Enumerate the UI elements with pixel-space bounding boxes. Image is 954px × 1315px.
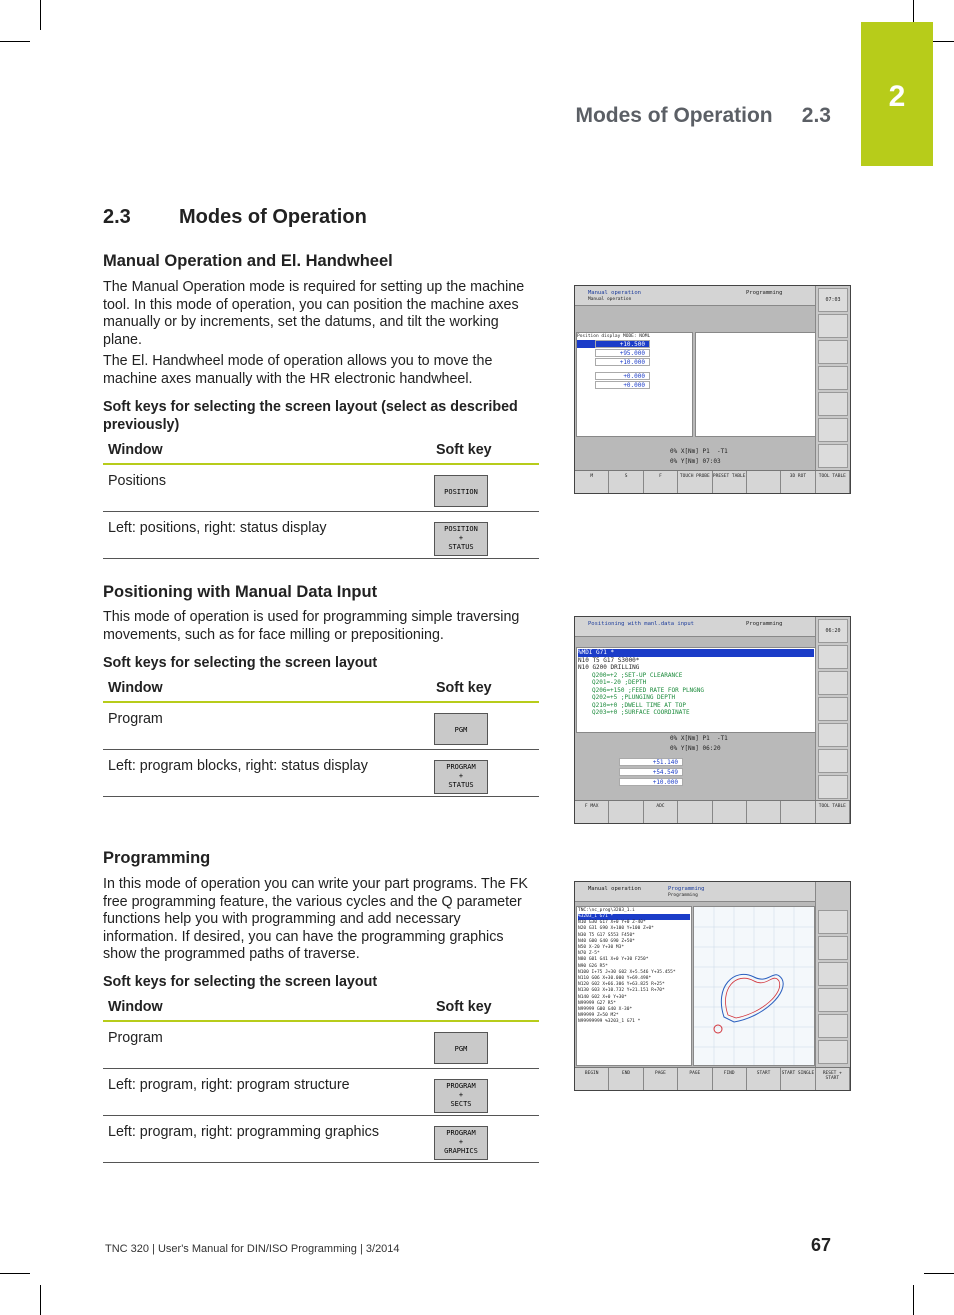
footer: TNC 320 | User's Manual for DIN/ISO Programming | 3/2014 <box>105 1243 400 1255</box>
screen-header <box>575 286 850 306</box>
program-path: TNC:\nc_prog\3203_1.i <box>578 908 635 913</box>
mode-sublabel: Programming <box>668 893 698 898</box>
clock: 06:20 <box>818 619 848 643</box>
side-softkey[interactable] <box>818 988 848 1012</box>
cycle-param <box>578 694 814 702</box>
axis-y-value: +95.000 <box>595 349 650 357</box>
program-pane <box>576 647 816 733</box>
softkey-s[interactable]: S <box>609 471 643 493</box>
side-softkey[interactable] <box>818 418 848 442</box>
status-line-1: 0% X[Nm] P1 -T1 <box>670 448 728 455</box>
softkey-f[interactable]: F <box>644 471 678 493</box>
side-softkey[interactable] <box>818 671 848 695</box>
softkey-page-down[interactable]: PAGE <box>678 1068 712 1090</box>
softkey-empty[interactable] <box>609 801 643 823</box>
side-softkey[interactable] <box>818 444 848 468</box>
program-line[interactable]: N40 G00 G40 G90 Z+50* <box>578 938 635 944</box>
cycle-param-value: Q200=+2 <box>592 671 618 679</box>
program-lines <box>578 914 690 1026</box>
mode-label: Manual operation <box>588 290 641 296</box>
program-line[interactable]: N99999 G00 G40 X-30* <box>578 1007 633 1013</box>
softkey-line: + <box>458 1090 464 1099</box>
softkey-page-up[interactable]: PAGE <box>644 1068 678 1090</box>
crop-mark <box>40 0 41 30</box>
clock: 07:03 <box>818 288 848 312</box>
softkey-line: GRAPHICS <box>444 1146 478 1155</box>
side-softkey[interactable] <box>818 962 848 986</box>
program-line[interactable]: N10 G30 G17 X+0 Y+0 Z-40* <box>578 920 646 926</box>
softkey-line: STATUS <box>448 780 474 789</box>
side-softkey[interactable] <box>818 1040 848 1064</box>
column-header-softkey: Soft key <box>431 674 539 702</box>
status-line-2: 0% Y[Nm] 07:03 <box>670 458 721 465</box>
vertical-softkey-bar <box>815 286 850 493</box>
softkey-line: POSITION <box>444 524 478 533</box>
axis-x-value: +51.140 <box>619 758 683 766</box>
column-header-softkey: Soft key <box>431 993 539 1021</box>
program-line[interactable]: N120 G02 X+66.306 Y+63.825 R+25* <box>578 982 665 988</box>
screenshot-manual-operation <box>574 285 851 494</box>
softkey-line: + <box>458 1137 464 1146</box>
status-line-2: 0% Y[Nm] 06:20 <box>670 745 721 752</box>
side-softkey[interactable] <box>818 1014 848 1038</box>
softkey-row <box>575 1067 850 1090</box>
softkey-line: PROGRAM <box>446 1081 476 1090</box>
softkey-find[interactable]: FIND <box>713 1068 747 1090</box>
status-pane <box>695 332 816 437</box>
program-line[interactable]: N10 T5 G17 S3000* <box>578 656 640 664</box>
chapter-number: 2 <box>888 80 906 113</box>
softkey-empty[interactable] <box>781 801 815 823</box>
crop-mark <box>913 1285 914 1315</box>
softkey-pgm[interactable]: PGM <box>434 1032 488 1064</box>
program-line[interactable]: N10 G200 DRILLING <box>578 664 640 671</box>
side-softkey[interactable] <box>818 392 848 416</box>
right-mode-label: Programming <box>746 290 783 296</box>
cycle-param <box>578 702 814 710</box>
mode-label: Positioning with manl.data input <box>588 621 694 627</box>
softkey-row <box>575 470 850 493</box>
mode-label: Programming <box>668 886 705 892</box>
screen-header <box>575 882 850 902</box>
softkey-reset-start[interactable]: RESET + START <box>816 1068 850 1090</box>
softkey-line: + <box>458 533 464 542</box>
mdi-heading: Positioning with Manual Data Input <box>103 583 378 601</box>
status-line-1: 0% X[Nm] P1 -T1 <box>670 735 728 742</box>
programming-heading: Programming <box>103 849 211 867</box>
program-pane <box>576 906 692 1066</box>
softkey-pgm[interactable]: PGM <box>434 713 488 745</box>
programming-paragraph: In this mode of operation you can write your part programs. The FK free programming feature, the various cycles and the Q parameter functions help you with programming and add necessary information. If desired, you can have the programming graphics show the programmed paths of traverse. <box>103 876 528 963</box>
vertical-softkey-bar <box>815 882 850 1090</box>
crop-mark <box>0 1273 30 1274</box>
table-row <box>103 702 539 749</box>
axis-y-value: +54.549 <box>619 768 683 776</box>
manual-caption: Soft keys for selecting the screen layout (select as described previously) <box>103 399 518 433</box>
left-mode-label: Manual operation <box>588 886 641 892</box>
table-row <box>103 749 539 796</box>
side-softkey[interactable] <box>818 366 848 390</box>
window-cell: Program <box>103 702 431 749</box>
program-line[interactable]: %3203_1 G71 * <box>578 914 690 920</box>
window-cell: Left: program blocks, right: status display <box>103 749 431 796</box>
window-cell: Program <box>103 1021 431 1068</box>
column-header-window: Window <box>103 436 431 464</box>
softkey-line: PROGRAM <box>446 1128 476 1137</box>
softkey-m[interactable]: M <box>575 471 609 493</box>
softkey-begin[interactable]: BEGIN <box>575 1068 609 1090</box>
column-header-window: Window <box>103 674 431 702</box>
program-line[interactable]: N130 G03 X+10.732 Y+21.151 R+70* <box>578 988 665 994</box>
softkey-tool-table[interactable]: TOOL TABLE <box>816 471 850 493</box>
position-title: Position display MODE: NOML <box>577 334 651 339</box>
side-softkey[interactable] <box>818 340 848 364</box>
manual-softkey-table <box>103 436 539 559</box>
chapter-tab <box>861 22 933 166</box>
program-line[interactable]: N30 T5 G17 S553 F450* <box>578 932 635 938</box>
side-softkey[interactable] <box>818 314 848 338</box>
axis-z-value: +10.000 <box>595 358 650 366</box>
cycle-param <box>578 709 814 717</box>
softkey-line: SECTS <box>450 1099 472 1108</box>
screenshot-programming <box>574 881 851 1091</box>
cycle-param-comment: ;SURFACE COORDINATE <box>620 709 690 716</box>
softkey-program-graphics[interactable] <box>434 1126 488 1160</box>
cycle-param-comment: ;DEPTH <box>624 679 647 686</box>
softkey-end[interactable]: END <box>609 1068 643 1090</box>
table-row <box>103 1068 539 1115</box>
mode-sublabel: Manual operation <box>588 297 632 302</box>
softkey-adc[interactable]: ADC <box>644 801 678 823</box>
cycle-param-value: Q203=+0 <box>592 709 618 716</box>
manual-paragraph-1: The Manual Operation mode is required for setting up the machine tool. In this mode of operation, you can position the machine axes manually or by increments, set the datums, and tilt the working plane. <box>103 279 525 348</box>
program-line[interactable]: N99999 Z+50 M2* <box>578 1013 619 1019</box>
cycle-param-comment: ;SET-UP CLEARANCE <box>620 671 683 679</box>
table-row <box>103 1115 539 1162</box>
softkey-touch-probe[interactable]: TOUCH PROBE <box>678 471 712 493</box>
manual-heading: Manual Operation and El. Handwheel <box>103 252 393 270</box>
softkey-position-status[interactable] <box>434 522 488 556</box>
running-head: Modes of Operation 2.3 <box>575 104 831 127</box>
cycle-param-comment: ;DWELL TIME AT TOP <box>620 701 686 709</box>
crop-mark <box>924 1273 954 1274</box>
softkey-empty[interactable] <box>713 801 747 823</box>
axis-b-value: +0.000 <box>595 372 650 380</box>
program-line[interactable]: N70 Z-5* <box>578 951 600 957</box>
axis-x-value: +10.500 <box>595 340 650 348</box>
cycle-param-comment: ;FEED RATE FOR PLNGNG <box>628 686 704 694</box>
softkey-empty[interactable] <box>747 471 781 493</box>
screen-header <box>575 617 850 637</box>
softkey-preset-table[interactable]: PRESET TABLE <box>713 471 747 493</box>
crop-mark <box>40 1285 41 1315</box>
side-softkey[interactable] <box>818 936 848 960</box>
softkey-program-sects[interactable] <box>434 1079 488 1113</box>
cycle-param <box>578 672 814 680</box>
section-title: Modes of Operation <box>179 206 367 228</box>
right-mode-label: Programming <box>746 621 783 627</box>
softkey-tool-table[interactable]: TOOL TABLE <box>816 801 850 823</box>
program-line[interactable]: N110 G06 X+30.000 Y+69.498* <box>578 976 652 982</box>
side-softkey[interactable] <box>818 645 848 669</box>
softkey-position[interactable]: POSITION <box>434 475 488 507</box>
side-softkey[interactable] <box>818 910 848 934</box>
softkey-f-max[interactable]: F MAX <box>575 801 609 823</box>
programming-caption: Soft keys for selecting the screen layout <box>103 974 378 990</box>
cycle-param-comment: ;PLUNGING DEPTH <box>620 694 676 701</box>
programming-softkey-table <box>103 993 539 1163</box>
program-line[interactable]: N99999999 %3203_1 G71 * <box>578 1019 641 1025</box>
program-line[interactable]: N90 G26 R5* <box>578 963 608 969</box>
cycle-param-value: Q206=+150 <box>592 686 625 694</box>
table-row <box>103 1021 539 1068</box>
manual-paragraph-2: The El. Handwheel mode of operation allows you to move the machine axes manually with the HR electronic handwheel. <box>103 353 493 387</box>
column-header-softkey: Soft key <box>431 436 539 464</box>
section-number: 2.3 <box>103 206 131 228</box>
softkey-line: PROGRAM <box>446 762 476 771</box>
window-cell: Positions <box>103 464 431 511</box>
program-line[interactable]: N99999 G27 R5* <box>578 1000 616 1006</box>
window-cell: Left: program, right: program structure <box>103 1068 431 1115</box>
page-number: 67 <box>810 1235 831 1255</box>
graphics-pane <box>693 906 815 1066</box>
softkey-line: STATUS <box>448 542 474 551</box>
window-cell: Left: program, right: programming graphics <box>103 1115 431 1162</box>
table-row <box>103 511 539 558</box>
program-line[interactable]: N50 X-20 Y+30 M3* <box>578 945 625 951</box>
cycle-param <box>578 687 814 695</box>
axis-c-value: +0.000 <box>595 381 650 389</box>
softkey-empty[interactable] <box>678 801 712 823</box>
section-heading <box>103 206 367 229</box>
program-line[interactable]: N20 G31 G90 X+100 Y+100 Z+0* <box>578 926 654 932</box>
program-line[interactable]: N140 G02 X+0 Y+30* <box>578 994 627 1000</box>
vertical-softkey-bar <box>815 617 850 823</box>
graphics-contour <box>694 907 814 1065</box>
mdi-paragraph: This mode of operation is used for programming simple traversing movements, such as for face milling or prepositioning. <box>103 609 520 643</box>
window-cell: Left: positions, right: status display <box>103 511 431 558</box>
side-softkey[interactable] <box>818 775 848 799</box>
softkey-line: + <box>458 771 464 780</box>
crop-mark <box>0 41 30 42</box>
side-softkey[interactable] <box>818 697 848 721</box>
cycle-param-value: Q202=+5 <box>592 694 618 701</box>
cycle-param-value: Q201=-20 <box>592 679 621 686</box>
column-header-window: Window <box>103 993 431 1021</box>
cycle-param <box>578 679 814 687</box>
side-softkey[interactable] <box>818 723 848 747</box>
softkey-row <box>575 800 850 823</box>
program-line[interactable]: N100 I+75 J+30 G02 X+5.546 Y+35.455* <box>578 969 676 975</box>
softkey-program-status[interactable] <box>434 760 488 794</box>
axis-z-value: +10.000 <box>619 778 683 786</box>
softkey-start-single[interactable]: START SINGLE <box>781 1068 815 1090</box>
cycle-param-value: Q210=+0 <box>592 701 618 709</box>
program-line[interactable]: %MDI G71 * <box>578 649 814 657</box>
side-softkey[interactable] <box>818 749 848 773</box>
softkey-empty[interactable] <box>747 801 781 823</box>
screenshot-mdi <box>574 616 851 824</box>
program-line[interactable]: N80 G01 G41 X+0 Y+30 F250* <box>578 957 649 963</box>
mdi-softkey-table <box>103 674 539 797</box>
table-row <box>103 464 539 511</box>
softkey-3d-rot[interactable]: 3D ROT <box>781 471 815 493</box>
softkey-start[interactable]: START <box>747 1068 781 1090</box>
mdi-caption: Soft keys for selecting the screen layout <box>103 655 378 671</box>
